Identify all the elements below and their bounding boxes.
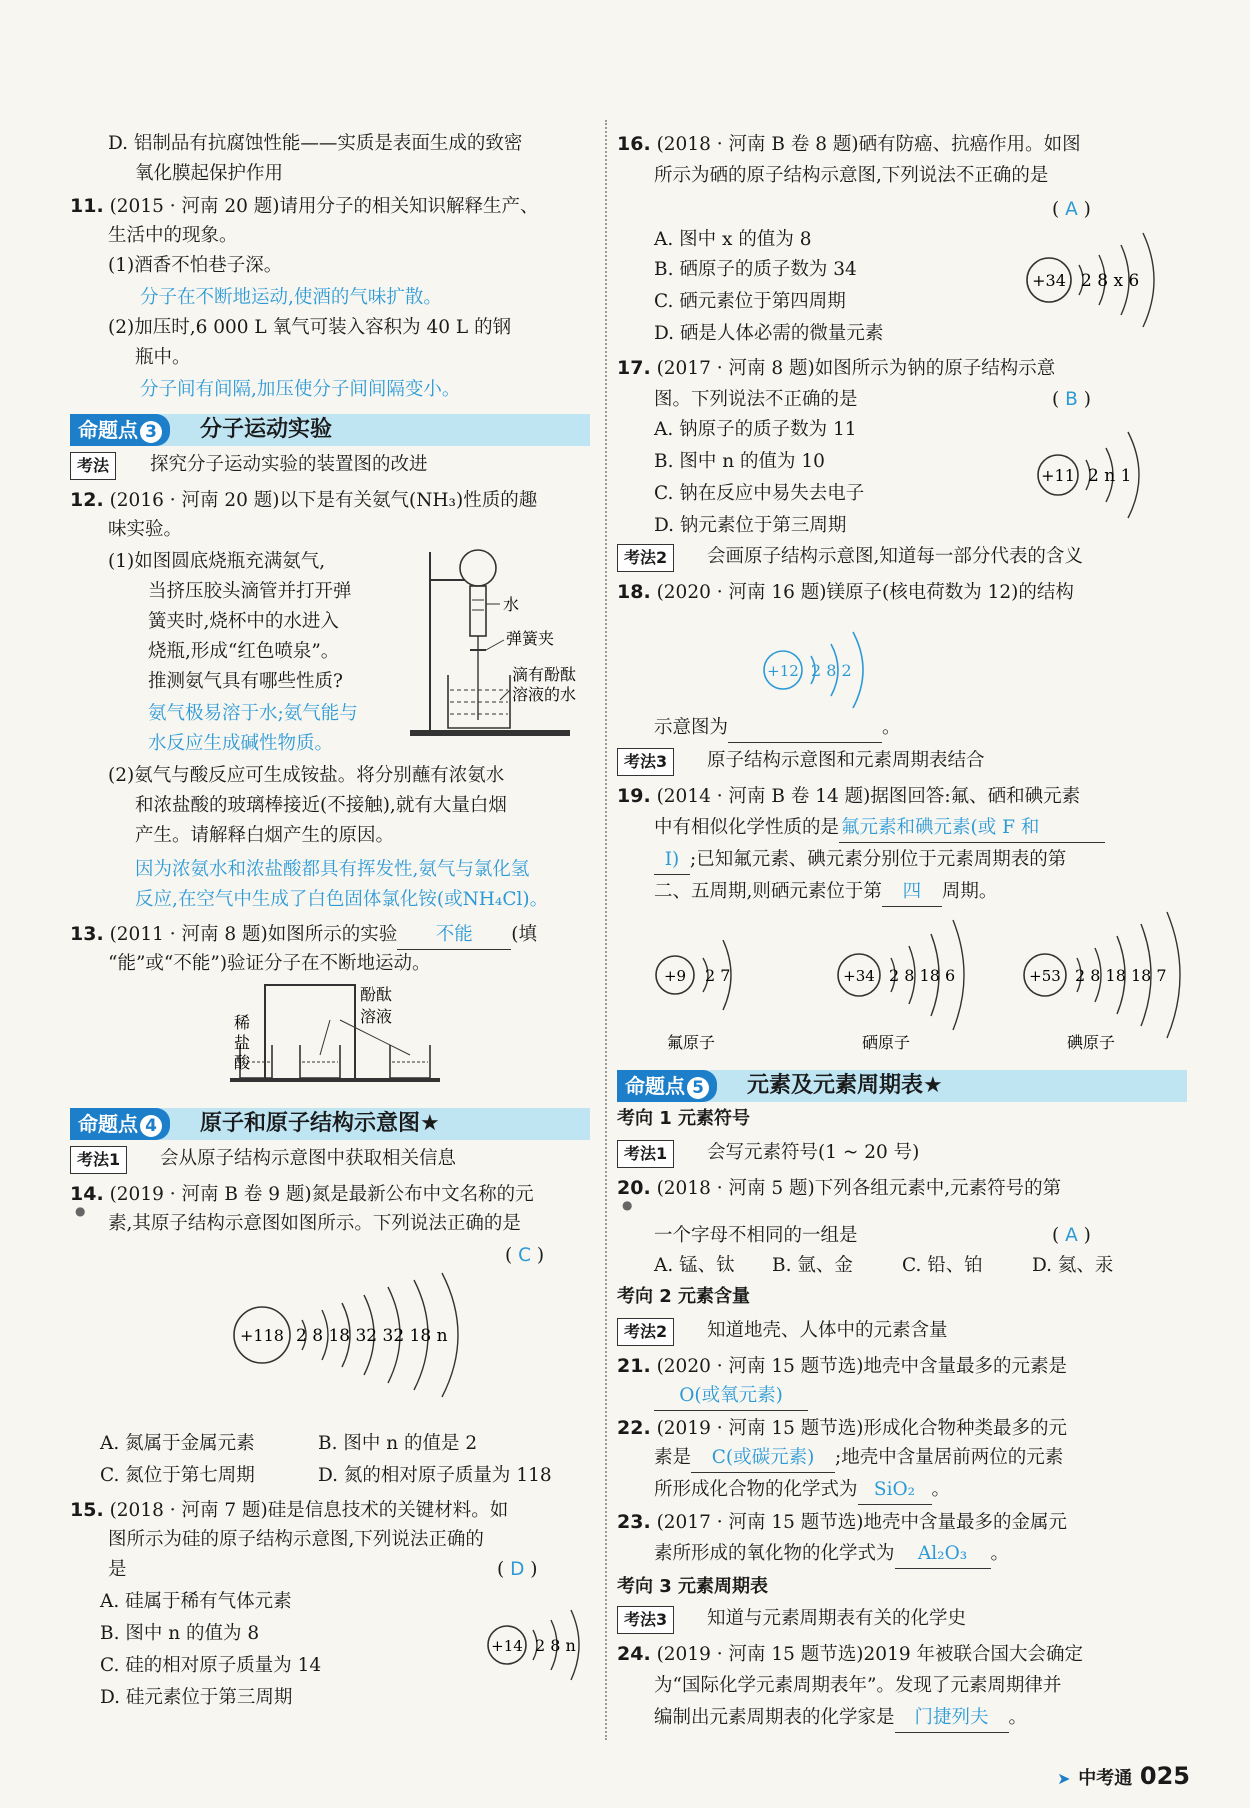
q12-part1-line4: 烧瓶,形成“红色喷泉”。 bbox=[148, 641, 340, 662]
q12-part1-line1: (1)如图圆底烧瓶充满氨气, bbox=[108, 551, 326, 572]
q15-answer: ( D ) bbox=[497, 1559, 538, 1580]
q20-option-a: A. 锰、钛 bbox=[654, 1255, 735, 1276]
q11-answer2: 分子间有间隔,加压使分子间间隔变小。 bbox=[140, 379, 461, 400]
kaofa2-label: 考法2 bbox=[617, 544, 674, 572]
q14-option-a: A. 氮属于金属元素 bbox=[100, 1433, 255, 1454]
q16-stem-line2: 所示为硒的原子结构示意图,下列说法不正确的是 bbox=[654, 165, 1049, 186]
svg-text:+53: +53 bbox=[1029, 967, 1061, 985]
q11-stem-line1: (2015 · 河南 20 题)请用分子的相关知识解释生产、 bbox=[109, 196, 539, 217]
q11-stem-line2: 生活中的现象。 bbox=[108, 225, 238, 246]
section5-tag: 命题点 5 bbox=[617, 1070, 717, 1102]
label-phenol-2: 溶液的水 bbox=[512, 685, 577, 704]
q14-option-c: C. 氮位于第七周期 bbox=[100, 1465, 255, 1486]
q24-answer: 门捷列夫 bbox=[895, 1704, 1009, 1733]
q15-option-c: C. 硅的相对原子质量为 14 bbox=[100, 1655, 322, 1676]
q20-line2: 一个字母不相同的一组是 bbox=[654, 1225, 858, 1246]
q22-answer2: SiO₂ bbox=[858, 1476, 932, 1505]
q19-line2: 中有相似化学性质的是 氟元素和碘元素(或 F 和 bbox=[654, 814, 1105, 843]
q19-line3: I) ;已知氟元素、碘元素分别位于元素周期表的第 bbox=[654, 846, 1066, 875]
svg-text:氟原子: 氟原子 bbox=[667, 1033, 716, 1052]
q22-line3: 所形成化合物的化学式为 SiO₂ 。 bbox=[654, 1476, 950, 1505]
q12-answer2-line1: 因为浓氨水和浓盐酸都具有挥发性,氨气与氯化氢 bbox=[135, 859, 530, 880]
label-phenol-a: 酚酞 bbox=[360, 985, 393, 1004]
kaofa3-text: 原子结构示意图和元素周期表结合 bbox=[707, 750, 985, 771]
label-phenol-b: 溶液 bbox=[360, 1007, 393, 1026]
svg-text:碘原子: 碘原子 bbox=[1067, 1033, 1116, 1052]
q12-answer1-line1: 氨气极易溶于水;氨气能与 bbox=[148, 703, 358, 724]
kaofa1-text: 会从原子结构示意图中获取相关信息 bbox=[160, 1148, 457, 1169]
kaoxiang3: 考向 3 元素周期表 bbox=[617, 1576, 769, 1597]
q13-answer-blank: 不能 bbox=[397, 921, 511, 950]
brand-arrow-icon: ➤ bbox=[1057, 1769, 1071, 1788]
column-divider bbox=[605, 120, 607, 1740]
q19-answer1a: 氟元素和碘元素(或 F 和 bbox=[839, 814, 1105, 843]
atom-diagram-34a bbox=[1017, 215, 1217, 345]
section5-title: 元素及元素周期表★ bbox=[747, 1073, 943, 1098]
svg-text:+12: +12 bbox=[767, 662, 799, 680]
q12-part2-line2: 和浓盐酸的玻璃棒接近(不接触),就有大量白烟 bbox=[135, 795, 507, 816]
q11-answer1: 分子在不断地运动,使酒的气味扩散。 bbox=[140, 287, 442, 308]
brand-name: 中考通 bbox=[1078, 1768, 1133, 1789]
svg-text:2 8 x 6: 2 8 x 6 bbox=[1081, 271, 1140, 291]
q20-option-d: D. 氦、汞 bbox=[1032, 1255, 1114, 1276]
svg-text:+9: +9 bbox=[663, 967, 687, 985]
atom-diagram-118 bbox=[230, 1265, 590, 1405]
q17-option-d: D. 钠元素位于第三周期 bbox=[654, 515, 847, 536]
atom-diagram-12-answer bbox=[757, 610, 917, 730]
q22-answer1: C(或碳元素) bbox=[691, 1444, 835, 1473]
q17-option-a: A. 钠原子的质子数为 11 bbox=[654, 419, 857, 440]
kaofa2-text: 会画原子结构示意图,知道每一部分代表的含义 bbox=[707, 546, 1083, 567]
kaoxiang1: 考向 1 元素符号 bbox=[617, 1108, 751, 1129]
q18-blank-line: 示意图为 。 bbox=[654, 714, 901, 743]
q12-part1-line2: 当挤压胶头滴管并打开弹 bbox=[148, 581, 352, 602]
q12-stem-line2: 味实验。 bbox=[108, 519, 183, 540]
q11-number: 11 bbox=[70, 195, 97, 217]
location-pin-icon-2: ● bbox=[622, 1198, 633, 1212]
label-acid-a: 稀 bbox=[234, 1013, 251, 1032]
kaofa3-label: 考法3 bbox=[617, 748, 674, 776]
q15-stem-line1: (2018 · 河南 7 题)硅是信息技术的关键材料。如 bbox=[109, 1500, 509, 1521]
location-pin-icon: ● bbox=[75, 1204, 86, 1218]
q20-option-c: C. 铅、铂 bbox=[902, 1255, 983, 1276]
q14-answer: ( C ) bbox=[505, 1245, 545, 1266]
question-21: 21. (2020 · 河南 15 题节选)地壳中含量最多的元素是 bbox=[617, 1355, 1068, 1377]
q14-option-d: D. 氮的相对原子质量为 118 bbox=[318, 1465, 552, 1486]
kaofa6-label: 考法2 bbox=[617, 1318, 674, 1346]
q10-option-d-line2: 氧化膜起保护作用 bbox=[135, 163, 284, 184]
q17-stem-line2: 图。下列说法不正确的是 bbox=[654, 389, 858, 410]
q16-answer: ( A ) bbox=[1052, 199, 1091, 220]
svg-text:2 n 1: 2 n 1 bbox=[1088, 466, 1132, 486]
q16-option-b: B. 硒原子的质子数为 34 bbox=[654, 259, 857, 280]
page-footer bbox=[1057, 1762, 1190, 1790]
kaoxiang2: 考向 2 元素含量 bbox=[617, 1286, 751, 1307]
section4-tag: 命题点 4 bbox=[70, 1108, 170, 1140]
kaofa-label: 考法 bbox=[70, 452, 116, 480]
q14-stem-line2: 素,其原子结构示意图如图所示。下列说法正确的是 bbox=[108, 1213, 521, 1234]
q20-answer: ( A ) bbox=[1052, 1225, 1091, 1246]
label-acid-b: 盐 bbox=[234, 1033, 251, 1052]
q12-part1-line3: 簧夹时,烧杯中的水进入 bbox=[148, 611, 339, 632]
q19-line4: 二、五周期,则硒元素位于第 四 周期。 bbox=[654, 878, 997, 907]
question-17: 17. (2017 · 河南 8 题)如图所示为钠的原子结构示意 bbox=[617, 357, 1056, 379]
svg-text:+118: +118 bbox=[240, 1326, 284, 1345]
q23-answer: Al₂O₃ bbox=[895, 1540, 991, 1569]
q12-answer1-line2: 水反应生成碱性物质。 bbox=[148, 733, 334, 754]
question-20: 20. (2018 · 河南 5 题)下列各组元素中,元素符号的第 bbox=[617, 1177, 1062, 1199]
svg-text:+34: +34 bbox=[843, 967, 875, 985]
q24-line3: 编制出元素周期表的化学家是 门捷列夫 。 bbox=[654, 1704, 1027, 1733]
q17-option-c: C. 钠在反应中易失去电子 bbox=[654, 483, 865, 504]
q15-option-b: B. 图中 n 的值为 8 bbox=[100, 1623, 260, 1644]
question-13: 13. (2011 · 河南 8 题)如图所示的实验 不能 (填 bbox=[70, 920, 537, 950]
section3-tag: 命题点 3 bbox=[70, 414, 170, 446]
q22-line2: 素是 C(或碳元素) ;地壳中含量居前两位的元素 bbox=[654, 1444, 1063, 1473]
kaofa6-text: 知道地壳、人体中的元素含量 bbox=[707, 1320, 948, 1341]
q20-option-b: B. 氩、金 bbox=[772, 1255, 853, 1276]
svg-text:+11: +11 bbox=[1041, 466, 1075, 485]
question-15: 15. (2018 · 河南 7 题)硅是信息技术的关键材料。如 bbox=[70, 1499, 509, 1521]
q16-option-a: A. 图中 x 的值为 8 bbox=[654, 229, 812, 250]
svg-text:2 8 n: 2 8 n bbox=[535, 1636, 576, 1655]
q15-stem-line3: 是 bbox=[108, 1559, 127, 1580]
kaofa5-text: 会写元素符号(1 ~ 20 号) bbox=[707, 1142, 920, 1163]
section3-title: 分子运动实验 bbox=[200, 417, 333, 442]
kaofa-text: 探究分子运动实验的装置图的改进 bbox=[150, 454, 428, 475]
svg-text:2 8 2: 2 8 2 bbox=[811, 661, 852, 680]
page-number: 025 bbox=[1139, 1762, 1190, 1790]
fountain-apparatus-diagram bbox=[400, 540, 600, 740]
svg-text:硒原子: 硒原子 bbox=[862, 1033, 911, 1052]
question-11: 11. (2015 · 河南 20 题)请用分子的相关知识解释生产、 bbox=[70, 195, 539, 217]
q12-part2-line3: 产生。请解释白烟产生的原因。 bbox=[135, 825, 395, 846]
atom-diagram-14 bbox=[485, 1590, 605, 1700]
section4-title: 原子和原子结构示意图★ bbox=[200, 1111, 440, 1136]
q21-answer-line bbox=[654, 1382, 808, 1411]
question-12: 12. (2016 · 河南 20 题)以下是有关氨气(NH₃)性质的趣 bbox=[70, 489, 538, 511]
q12-part1-line5: 推测氨气具有哪些性质? bbox=[148, 671, 343, 692]
question-24: 24. (2019 · 河南 15 题节选)2019 年被联合国大会确定 bbox=[617, 1643, 1083, 1665]
q17-option-b: B. 图中 n 的值为 10 bbox=[654, 451, 825, 472]
q15-option-a: A. 硅属于稀有气体元素 bbox=[100, 1591, 292, 1612]
q11-part1: (1)酒香不怕巷子深。 bbox=[108, 255, 283, 276]
question-18: 18. (2020 · 河南 16 题)镁原子(核电荷数为 12)的结构 bbox=[617, 581, 1074, 603]
q15-stem-line2: 图所示为硅的原子结构示意图,下列说法正确的 bbox=[108, 1529, 484, 1550]
q16-option-d: D. 硒是人体必需的微量元素 bbox=[654, 323, 884, 344]
question-16: 16. (2018 · 河南 B 卷 8 题)硒有防癌、抗癌作用。如图 bbox=[617, 133, 1081, 155]
q21-answer: O(或氧元素) bbox=[654, 1382, 808, 1411]
atom-diagrams-f-se-i bbox=[647, 900, 1237, 1060]
q11-part2-line2: 瓶中。 bbox=[135, 347, 191, 368]
label-spring-clamp: 弹簧夹 bbox=[506, 629, 555, 648]
q14-stem-line1: (2019 · 河南 B 卷 9 题)氮是最新公布中文名称的元 bbox=[109, 1184, 534, 1205]
question-14: 14. (2019 · 河南 B 卷 9 题)氮是最新公布中文名称的元 bbox=[70, 1183, 534, 1205]
label-water: 水 bbox=[503, 595, 520, 614]
q12-part2-line1: (2)氨气与酸反应可生成铵盐。将分别蘸有浓氨水 bbox=[108, 765, 505, 786]
q23-line2: 素所形成的氧化物的化学式为 Al₂O₃ 。 bbox=[654, 1540, 1009, 1569]
atom-diagram-11 bbox=[1032, 410, 1212, 540]
q16-option-c: C. 硒元素位于第四周期 bbox=[654, 291, 846, 312]
question-23: 23. (2017 · 河南 15 题节选)地壳中含量最多的金属元 bbox=[617, 1511, 1068, 1533]
q11-part2-line1: (2)加压时,6 000 L 氧气可装入容积为 40 L 的钢 bbox=[108, 317, 512, 338]
bell-jar-experiment-diagram bbox=[220, 970, 450, 1090]
kaofa5-label: 考法1 bbox=[617, 1140, 674, 1168]
label-acid-c: 酸 bbox=[234, 1053, 251, 1072]
q12-stem-line1: (2016 · 河南 20 题)以下是有关氨气(NH₃)性质的趣 bbox=[109, 490, 538, 511]
q17-answer: ( B ) bbox=[1052, 389, 1091, 410]
q12-answer2-line2: 反应,在空气中生成了白色固体氯化铵(或NH₄Cl)。 bbox=[135, 889, 549, 910]
kaofa7-label: 考法3 bbox=[617, 1606, 674, 1634]
svg-text:+34: +34 bbox=[1032, 271, 1066, 290]
q14-option-b: B. 图中 n 的值是 2 bbox=[318, 1433, 478, 1454]
q24-line2: 为“国际化学元素周期表年”。发现了元素周期律并 bbox=[654, 1675, 1062, 1696]
svg-text:2 8 18 18 7: 2 8 18 18 7 bbox=[1075, 966, 1167, 985]
q19-answer1b: I) bbox=[654, 846, 690, 875]
q15-option-d: D. 硅元素位于第三周期 bbox=[100, 1687, 293, 1708]
question-19: 19. (2014 · 河南 B 卷 14 题)据图回答:氟、硒和碘元素 bbox=[617, 785, 1081, 807]
question-22: 22. (2019 · 河南 15 题节选)形成化合物种类最多的元 bbox=[617, 1417, 1068, 1439]
svg-text:+14: +14 bbox=[491, 1637, 523, 1655]
label-phenol-1: 滴有酚酞 bbox=[512, 665, 577, 684]
svg-text:2 8 18 6: 2 8 18 6 bbox=[889, 966, 956, 985]
kaofa1-label: 考法1 bbox=[70, 1146, 127, 1174]
svg-text:2 7: 2 7 bbox=[705, 966, 731, 985]
q19-answer2: 四 bbox=[882, 878, 942, 907]
q10-option-d-line1: D. 铝制品有抗腐蚀性能——实质是表面生成的致密 bbox=[108, 133, 523, 154]
q13-stem-line2: “能”或“不能”)验证分子在不断地运动。 bbox=[108, 953, 431, 974]
svg-text:2 8 18 32 32 18 n: 2 8 18 32 32 18 n bbox=[296, 1326, 448, 1346]
kaofa7-text: 知道与元素周期表有关的化学史 bbox=[707, 1608, 967, 1629]
